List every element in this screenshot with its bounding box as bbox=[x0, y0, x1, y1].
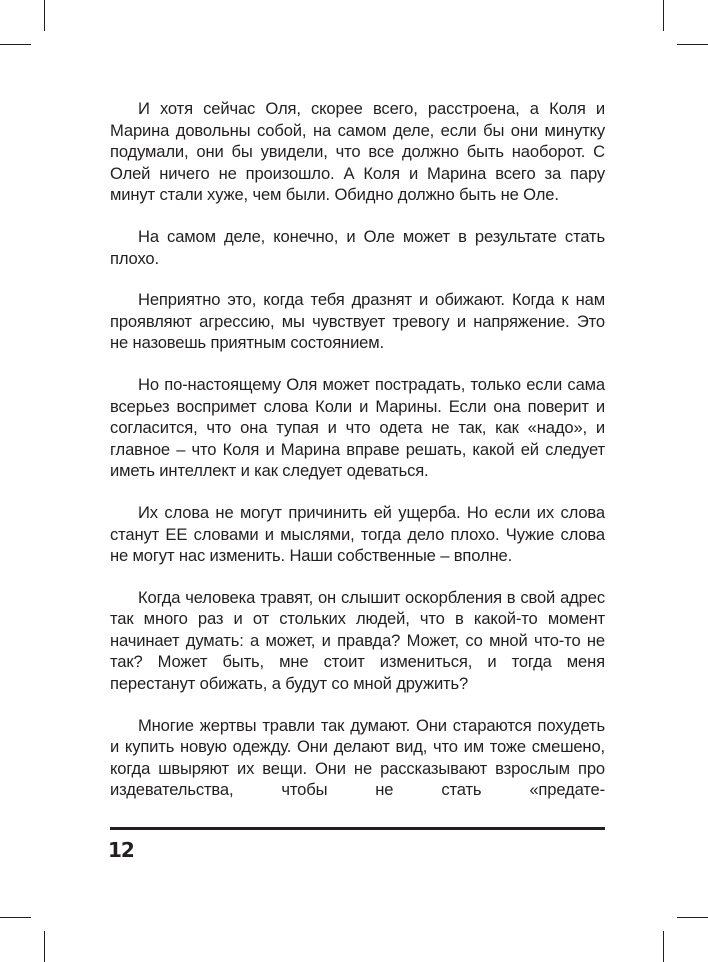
crop-mark-bottom-left-vertical bbox=[44, 931, 45, 962]
crop-mark-top-left-vertical bbox=[44, 0, 45, 31]
paragraph: Неприятно это, когда тебя дразнят и обижают. Когда к нам проявляют агрессию, мы чувствует тревогу и напряжение. Это не назовешь приятным состоянием. bbox=[110, 290, 605, 353]
paragraph: Когда человека травят, он слышит оскорбления в свой адрес так много раз и от стольких людей, что в какой-то момент начинает думать: а может, и правда? Может, со мной что-то не так? Может быть, мне стоит измениться, и тогда меня перестанут обижать, а будут со мной дружить? bbox=[110, 587, 605, 694]
paragraph: Их слова не могут причинить ей ущерба. Но если их слова станут ЕЕ словами и мыслями, тогда дело плохо. Чужие слова не могут нас изменить. Наши собственные – вполне. bbox=[110, 502, 605, 566]
footer-rule bbox=[110, 827, 605, 830]
crop-mark-bottom-left-horizontal bbox=[0, 917, 31, 918]
page-number: 12 bbox=[108, 838, 134, 862]
crop-mark-top-right-horizontal bbox=[677, 44, 708, 45]
body-text bbox=[110, 98, 605, 821]
crop-mark-bottom-right-horizontal bbox=[677, 917, 708, 918]
crop-mark-bottom-right-vertical bbox=[663, 931, 664, 962]
crop-mark-top-right-vertical bbox=[663, 0, 664, 31]
paragraph: Многие жертвы травли так думают. Они стараются похудеть и купить новую одежду. Они делают вид, что им тоже смешено, когда швыряют их вещи. Они не рассказывают взрослым про издевательства, чтобы не стать «предате- bbox=[110, 715, 605, 800]
paragraph: И хотя сейчас Оля, скорее всего, расстроена, а Коля и Марина довольны собой, на самом деле, если бы они минутку подумали, они бы увидели, что все должно быть наоборот. С Олей ничего не произошло. А Коля и Марина всего за пару минут стали хуже, чем были. Обидно должно быть не Оле. bbox=[110, 99, 605, 205]
crop-mark-top-left-horizontal bbox=[0, 44, 31, 45]
paragraph: На самом деле, конечно, и Оле может в результате стать плохо. bbox=[110, 226, 605, 268]
paragraph: Но по-настоящему Оля может пострадать, только если сама всерьез воспримет слова Коли и Марины. Если она поверит и согласится, что она тупая и что одета не так, как «надо», и главное – что Коля и Марина вправе решать, какой ей следует иметь интеллект и как следует одеваться. bbox=[110, 374, 605, 481]
